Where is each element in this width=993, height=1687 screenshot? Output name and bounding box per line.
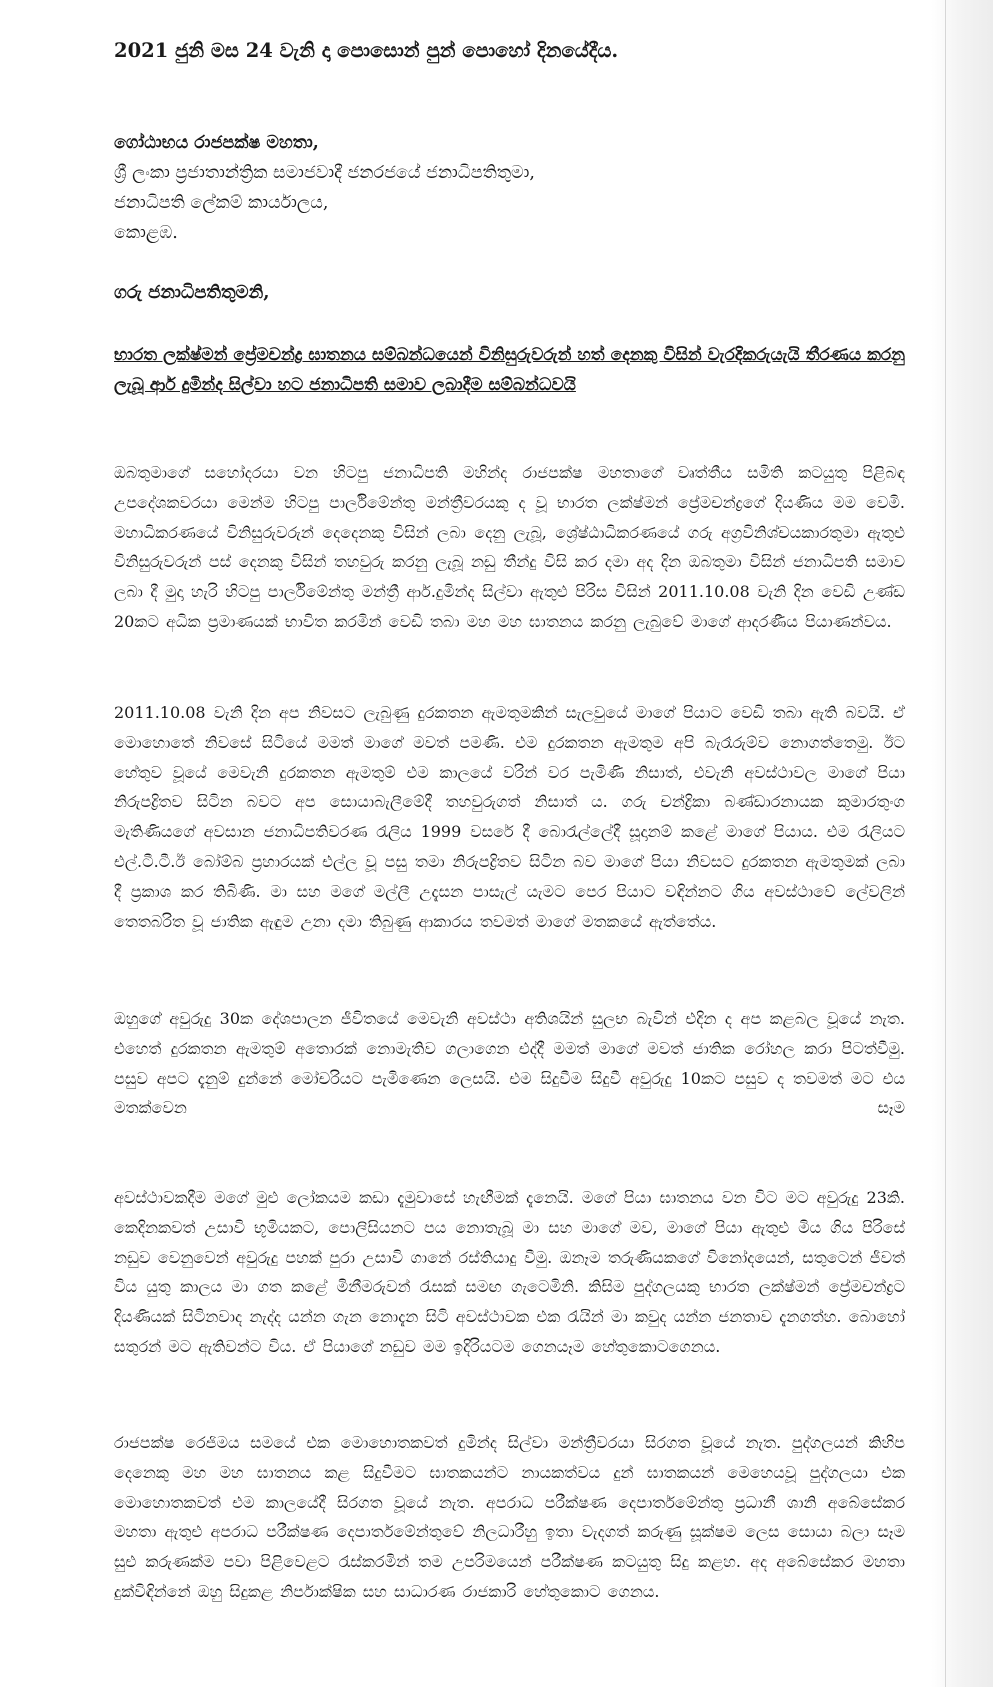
body-paragraph-3: ඔහුගේ අවුරුදු 30ක දේශපාලන ජීවිතයේ මෙවැනි අවස්ථා අතිශයින් සුලභ බැවින් එදින ද අප කළබල වූයේ නැත. එහෙත් දුරකතන ඇමතුම් අතොරක් නොමැතිව ගලාගෙන එද්දී මමත් මාගේ මවත් ජාතික රෝහල කරා පිටත්වීමු. පසුව අපට දැනුම් දුන්නේ මෝචරියට පැමිණෙන ලෙසයි. එම සිදුවීම සිදුවී අවුරුදු 10කට පසුව ද තවමත් මට එය මතක්වෙන සෑම	[114, 1009, 905, 1118]
body-paragraph-4: අවස්ථාවකදීම මගේ මුළු ලෝකයම කඩා දැමුවාසේ හැඟීමක් දැනෙයි. මගේ පියා ඝාතනය වන විට මට අවුරුදු 23කි. කෙදිනකවත් උසාවි භූමියකට, පොලිසියනට පය නොතැබූ මා සහ මාගේ මව, මාගේ පියා ඇතුළු මිය ගිය පිරිසේ නඩුව වෙනුවෙන් අවුරුදු පහක් පුරා උසාවි ගානේ රස්තියාදු වීමු. ඔනෑම තරුණියකගේ විනෝදයෙන්, සතුටෙන් ජීවත් විය යුතු කාලය මා ගත කළේ මිනීමරුවන් රැසක් සමඟ ගැටෙමිනි. කිසිම පුද්ගලයකු භාරත ලක්ෂ්මන් ප්‍රේමචන්ද්‍රට දියණියක් සිටිනවාද නැද්ද යන්න ගැන නොදැන සිටි අවස්ථාවක එක රැයින් මා කවුද යන්න ජනතාව දැනගත්හ. බොහෝ සතුරන් මට ඇතිවන්ට විය. ඒ පියාගේ නඩුව මම ඉදිරියටම ගෙනයෑම හේතුකොටගෙනය.	[114, 1188, 905, 1356]
subject-heading: භාරත ලක්ෂ්මන් ප්‍රේමචන්ද්‍ර ඝාතනය සම්බන්ධයෙන් විනිසුරුවරුන් හත් දෙනකු විසින් වැරදිකරුයැයි තීරණය කරනු ලැබූ ආර් දුමින්ද සිල්වා හට ජනාධිපති සමාව ලබාදීම සම්බන්ධවයි	[114, 345, 905, 395]
recipient-address	[114, 128, 874, 248]
date-line: 2021 ජුනි මස 24 වැනි දා පොසොන් පුන් පොහෝ දිනයේදීය.	[114, 39, 619, 62]
body-paragraph-1: ඔබතුමාගේ සහෝදරයා වන හිටපු ජනාධිපති මහින්ද රාජපක්ෂ මහතාගේ වෘත්තීය සමිති කටයුතු පිළිබඳ උපදේශකවරයා මෙන්ම හිටපු පාර්ලිමේන්තු මන්ත්‍රීවරයකු ද වූ භාරත ලක්ෂ්මන් ප්‍රේමචන්ද්‍රගේ දියණිය මම වෙමි. මහාධිකරණයේ විනිසුරුවරුන් දෙදෙනකු විසින් ලබා දෙනු ලැබූ, ශ්‍රේෂ්ඨාධිකරණයේ ගරු අග්‍රවිනිශ්චයකාරතුමා ඇතුළු විනිසුරුවරුන් පස් දෙනකු විසින් තහවුරු කරනු ලැබූ නඩු තීන්දු විසි කර දමා අද දින ඔබතුමා විසින් ජනාධිපති සමාව ලබා දී මුදා හැරි හිටපු පාර්ලිමේන්තු මන්ත්‍රී ආර්.දුමින්ද සිල්වා ඇතුළු පිරිස විසින් 2011.10.08 වැනි දින වෙඩි උණ්ඩ 20කට අධික ප්‍රමාණයක් භාවිත කරමින් වෙඩි තබා මහ මහ ඝාතනය කරනු ලැබුවේ මාගේ ආදරණීය පියාණන්වය.	[114, 463, 905, 631]
salutation: ගරු ජනාධිපතිතුමනි,	[114, 282, 270, 303]
body-paragraph-5: රාජපක්ෂ රෙජිමය සමයේ එක මොහොතකවත් දුමින්ද සිල්වා මන්ත්‍රීවරයා සිරගත වූයේ නැත. පුද්ගලයන් කිහිප දෙනෙකු මහ මහ ඝාතනය කළ සිදුවීමට ඝාතකයන්ට නායකත්වය දුන් ඝාතකයන් මෙහෙයවූ පුද්ගලයා එක මොහොතකවත් එම කාලයේදී සිරගත වූයේ නැත. අපරාධ පරීක්ෂණ දෙපාර්තමේන්තු ප්‍රධානී ශානි අබේසේකර මහතා ඇතුළු අපරාධ පරීක්ෂණ දෙපාර්තමේන්තුවේ නිලධාරීහු ඉතා වැදගත් කරුණු සූක්ෂම ලෙස සොයා බලා සෑම සුළු කරුණක්ම පවා පිළිවෙළට රැස්කරමින් තම උපරිමයෙන් පරීක්ෂණ කටයුතු සිදු කළහ. අද අබේසේකර මහතා දුක්විඳින්නේ ඔහු සිදුකළ නිර්පාක්ෂික සහ සාධාරණ රාජකාරි හේතුකොට ගෙනය.	[114, 1433, 905, 1601]
recipient-city: කොළඹ.	[114, 223, 178, 243]
recipient-office: ජනාධිපති ලේකම් කාර්යාලය,	[114, 193, 329, 213]
recipient-name: ගෝඨාභය රාජපක්ෂ මහතා,	[114, 133, 319, 153]
page-edge-shadow	[931, 0, 993, 1687]
body-paragraph-2: 2011.10.08 වැනි දින අප නිවසට ලැබුණු දුරකතන ඇමතුමකින් සැලවුයේ මාගේ පියාට වෙඩි තබා ඇති බවයි. ඒ මොහොතේ නිවසේ සිටියේ මමත් මාගේ මවත් පමණි. එම දුරකතන ඇමතුම අපි බැරෑරුම්ව නොගත්තෙමු. ඊට හේතුව වූයේ මෙවැනි දුරකතන ඇමතුම් එම කාලයේ වරින් වර පැමිණි නිසාත්, එවැනි අවස්ථාවල මාගේ පියා නිරුපද්‍රිතව සිටින බවට අප සොයාබැලීමේදී තහවුරුගත් නිසාත් ය. ගරු චන්ද්‍රිකා බණ්ඩාරනායක කුමාරතුංග මැතිණියගේ අවසාන ජනාධිපතිවරණ රැලිය 1999 වසරේ දී බොරැල්ලේදී සූදානම් කළේ මාගේ පියාය. එම රැලියට එල්.ටී.ටී.ඊ බෝම්බ ප්‍රහාරයක් එල්ල වූ පසු තමා නිරුපද්‍රිතව සිටින බව මාගේ පියා නිවසට දුරකතන ඇමතුමක් ලබා දී ප්‍රකාශ කර තිබිණි. මා සහ මගේ මල්ලී උදැසන පාසැල් යැමට පෙර පියාට වඳින්නට ගිය අවස්ථාවේ ලේවලින් තෙතබරිත වූ ජාතික ඇඳුම උනා දමා තිබුණු ආකාරය තවමත් මාගේ මතකයේ ඇත්තේය.	[114, 703, 905, 931]
recipient-title: ශ්‍රී ලංකා ප්‍රජාතාන්ත්‍රික සමාජවාදී ජනරජයේ ජනාධිපතිතුමා,	[114, 163, 535, 183]
